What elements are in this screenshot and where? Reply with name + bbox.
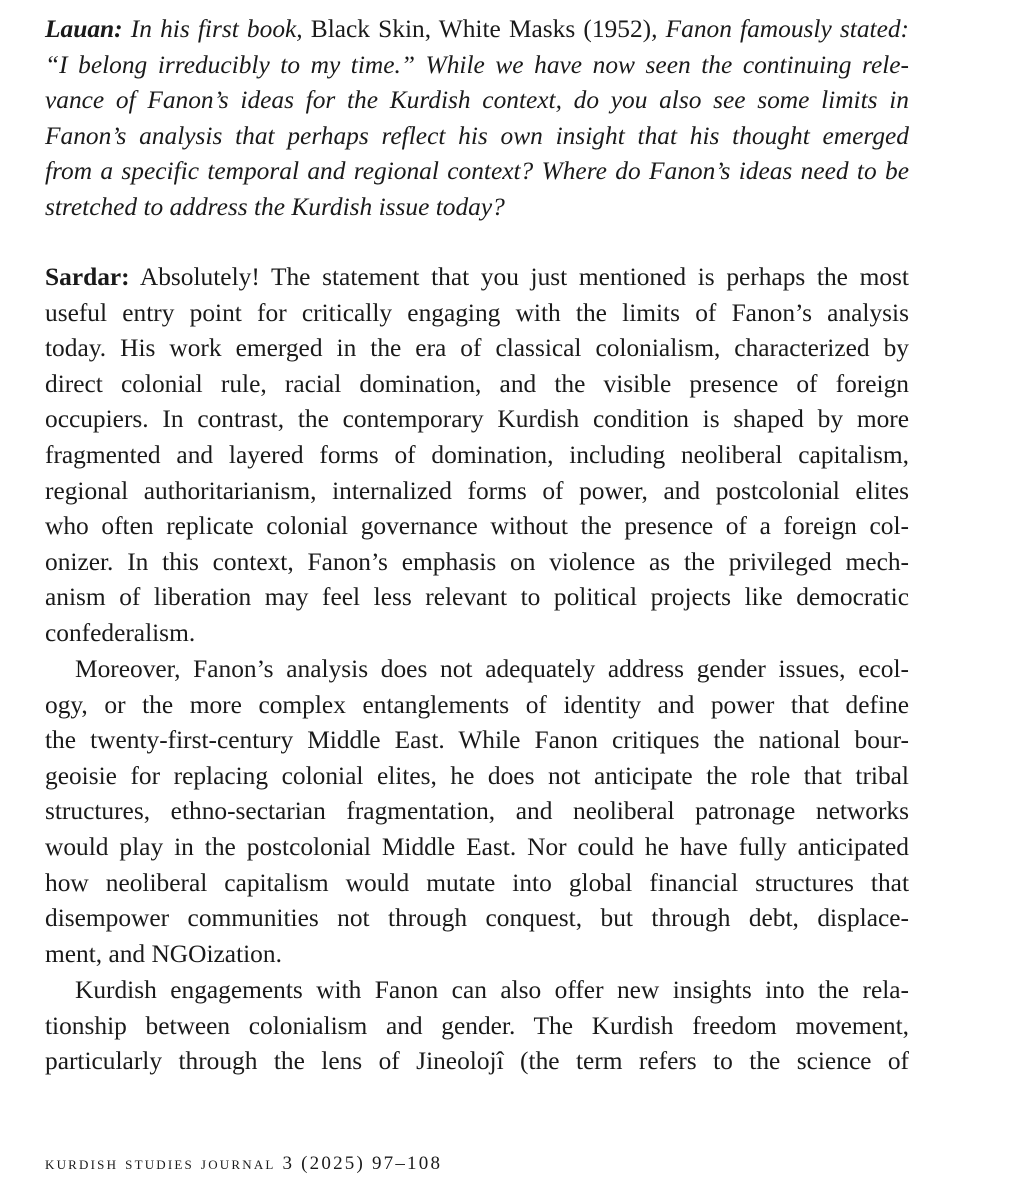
speaker-name: Lauan: — [45, 15, 123, 43]
answer-line: would play in the postcolonial Middle East. Nor could he have fully anticipated — [45, 832, 909, 861]
answer-line: ogy, or the more complex entanglements of identity and power that define — [45, 690, 909, 719]
question-paragraph — [45, 12, 909, 226]
answer-line: ment, and NGOization. — [45, 939, 282, 968]
answer-line: today. His work emerged in the era of classical colonialism, characterized by — [45, 334, 909, 363]
question-line: from a specific temporal and regional context? Where do Fanon’s ideas need to be — [45, 157, 909, 186]
journal-footer: kurdish studies journal 3 (2025) 97–108 — [45, 1153, 443, 1174]
answer-line: Kurdish engagements with Fanon can also offer new insights into the rela- — [75, 976, 909, 1004]
question-line: stretched to address the Kurdish issue today? — [45, 192, 505, 221]
answer-line: how neoliberal capitalism would mutate into global financial structures that — [45, 868, 909, 897]
speaker-name: Sardar: — [45, 263, 130, 291]
answer-line: occupiers. In contrast, the contemporary Kurdish condition is shaped by more — [45, 405, 909, 434]
answer-line: regional authoritarianism, internalized forms of power, and postcolonial elites — [45, 476, 909, 505]
answer-line: anism of liberation may feel less relevant to political projects like democratic — [45, 583, 909, 612]
answer-line: onizer. In this context, Fanon’s emphasis on violence as the privileged mech- — [45, 547, 909, 576]
question-line: “I belong irreducibly to my time.” While we have now seen the continuing rele- — [45, 50, 909, 79]
answer-paragraph-3 — [45, 973, 909, 1080]
answer-line: Moreover, Fanon’s analysis does not adequately address gender issues, ecol- — [75, 655, 909, 683]
answer-line: geoisie for replacing colonial elites, he does not anticipate the role that tribal — [45, 761, 909, 790]
answer-line: useful entry point for critically engaging with the limits of Fanon’s analysis — [45, 298, 909, 327]
answer-line: disempower communities not through conquest, but through debt, displace- — [45, 904, 909, 933]
answer-line: the twenty-first-century Middle East. While Fanon critiques the national bour- — [45, 726, 909, 755]
answer-line: fragmented and layered forms of domination, including neoliberal capitalism, — [45, 440, 909, 469]
answer-line: structures, ethno-sectarian fragmentation, and neoliberal patronage networks — [45, 797, 909, 826]
answer-line: Sardar: Absolutely! The statement that you just mentioned is perhaps the most — [45, 263, 909, 291]
answer-line: who often replicate colonial governance without the presence of a foreign col- — [45, 512, 909, 541]
answer-paragraph-2 — [45, 652, 909, 972]
answer-line: confederalism. — [45, 618, 196, 647]
question-line: vance of Fanon’s ideas for the Kurdish context, do you also see some limits in — [45, 86, 909, 115]
question-line: Lauan: In his first book, Black Skin, White Masks (1952), Fanon famously stated: — [45, 15, 909, 43]
answer-line: tionship between colonialism and gender. The Kurdish freedom movement, — [45, 1011, 909, 1040]
answer-line: direct colonial rule, racial domination, and the visible presence of foreign — [45, 369, 909, 398]
book-title: Black Skin, White Masks (1952) — [310, 15, 652, 43]
answer-line: particularly through the lens of Jineolojî (the term refers to the science of — [45, 1047, 909, 1076]
answer-paragraph-1 — [45, 260, 909, 652]
question-line: Fanon’s analysis that perhaps reflect his own insight that his thought emerged — [45, 121, 909, 150]
